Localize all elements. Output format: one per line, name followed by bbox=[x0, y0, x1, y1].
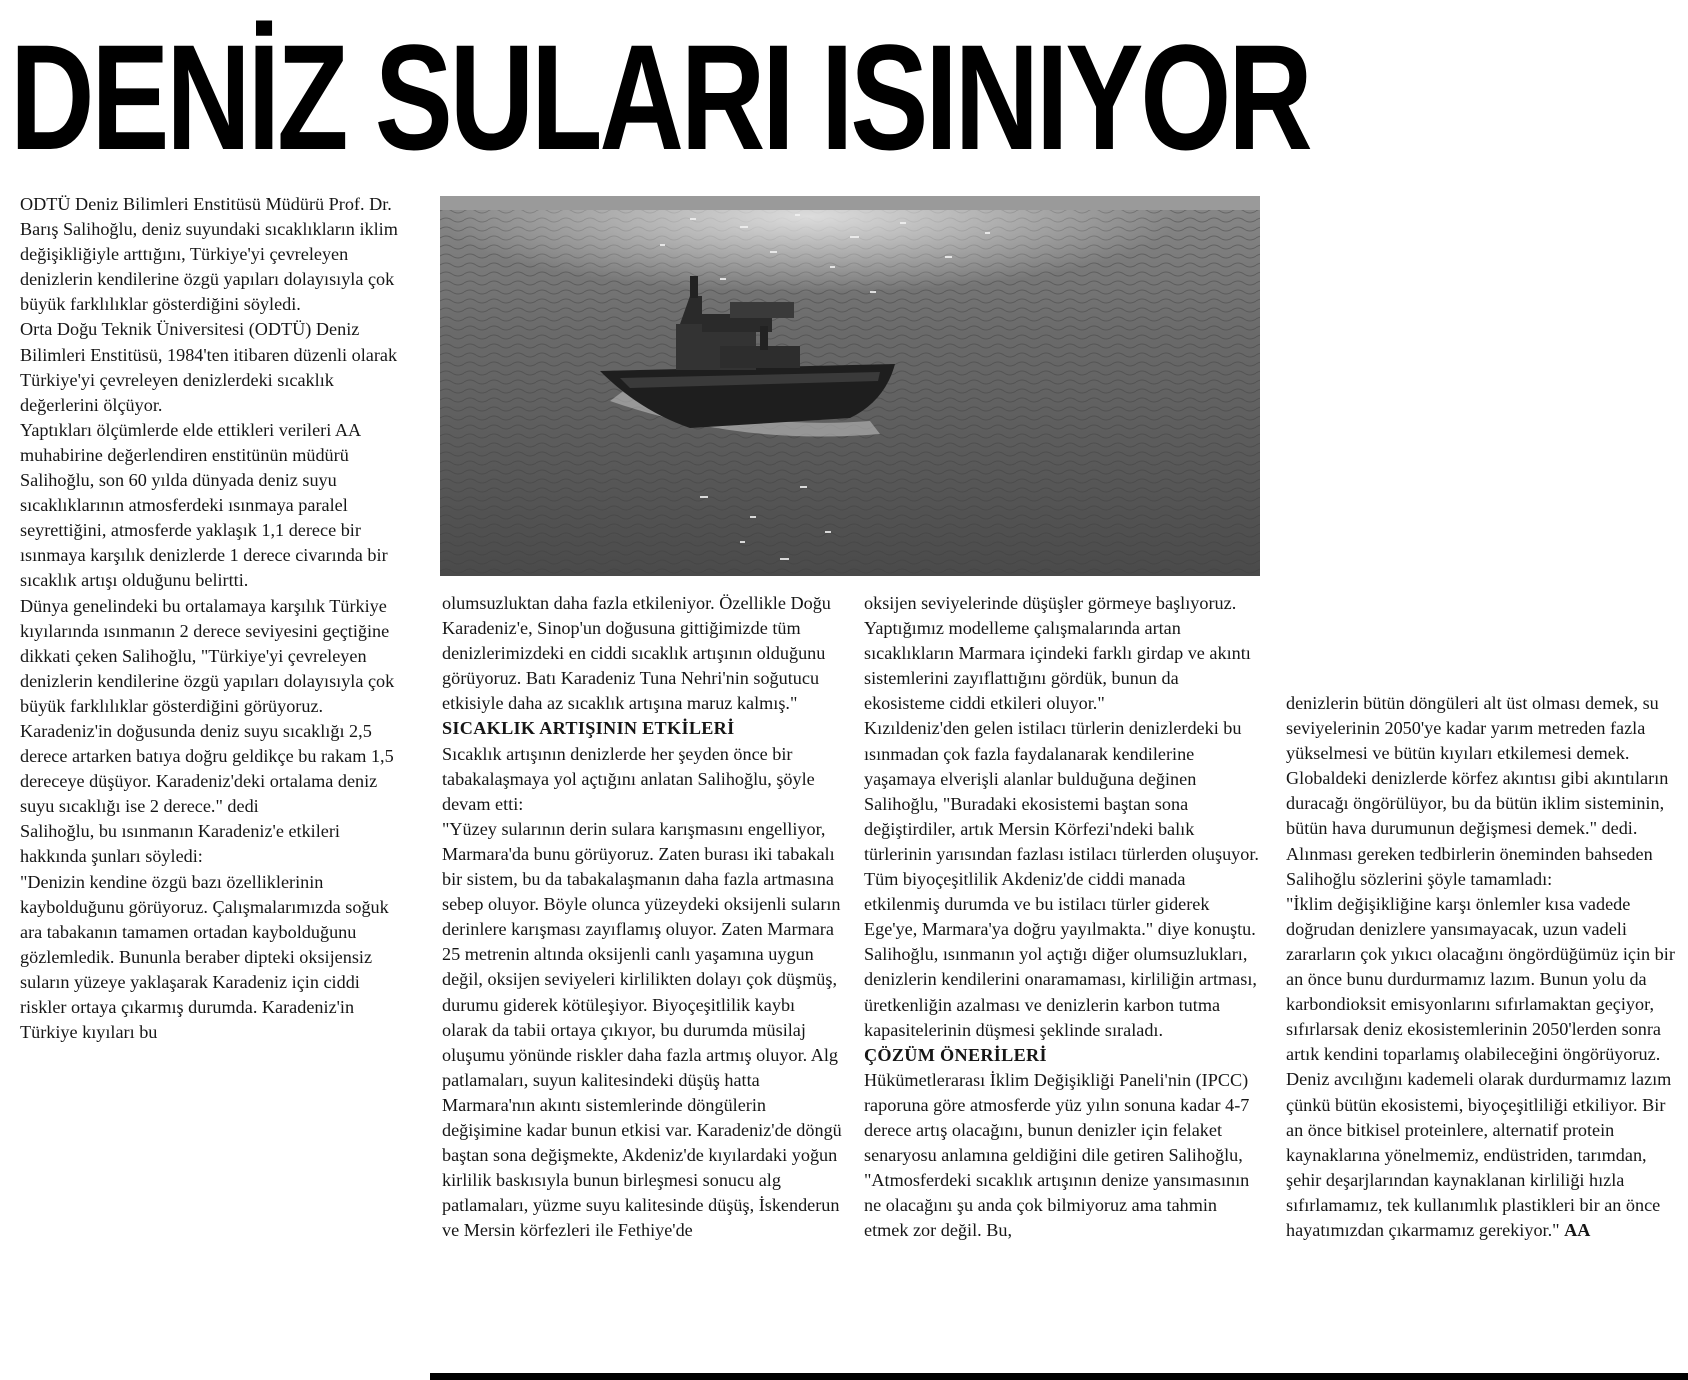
article-column-1 bbox=[20, 192, 410, 1045]
article-paragraph: Orta Doğu Teknik Üniversitesi (ODTÜ) Deniz Bilimleri Enstitüsü, 1984'ten itibaren düzenli olarak Türkiye'yi çevreleyen denizlerdeki sıcaklık değerlerini ölçüyor. bbox=[20, 319, 398, 415]
article-paragraph: Alınması gereken tedbirlerin öneminden bahseden Salihoğlu sözlerini şöyle tamamladı: bbox=[1286, 843, 1653, 889]
article-column-3 bbox=[864, 591, 1264, 1243]
boat-at-sea-image bbox=[440, 196, 1260, 576]
agency-credit: AA bbox=[1564, 1219, 1591, 1240]
article-paragraph: "Yüzey sularının derin sulara karışmasını engelliyor, Marmara'da bunu görüyoruz. Zaten burası iki tabakalı bir sistem, bu da tabakalaşmanın daha fazla artmasına sebep oluyor. Böyle olunca yüzeydeki oksijenli suların derinlere karışması zayıflamış oluyor. Zaten Marmara 25 metrenin altında oksijenli canlı yaşamına uygun değil, oksijen seviyeleri kirlilikten dolayı çok düşmüş, durumu giderek kötüleşiyor. Biyoçeşitlilik kaybı olarak da tabii ortaya çıkıyor, bu durumda müsilaj oluşumu yönünde riskler daha fazla artmış oluyor. Alg patlamaları, suyun kalitesindeki düşüş hatta Marmara'nın akıntı sistemlerinde döngülerin değişimine kadar bunun etkisi var. Karadeniz'de döngü baştan sona değişmekte, Akdeniz'de kıyılardaki yoğun kirlilik baskısıyla bunun birleşmesi sonucu alg patlamaları, yüzme suyu kalitesinde düşüş, İskenderun ve Mersin körfezleri ile Fethiye'de bbox=[442, 818, 842, 1241]
article-paragraph: denizlerin bütün döngüleri alt üst olması demek, su seviyelerinin 2050'ye kadar yarım metreden fazla yükselmesi ve bütün kıyıları etkilemesi demek. Globaldeki denizlerde körfez akıntısı gibi akıntıların duracağı öngörülüyor, bu da bütün iklim sisteminin, bütün hava durumunun değişmesi demek." dedi. bbox=[1286, 693, 1669, 839]
article-paragraph bbox=[1286, 892, 1678, 1243]
article-paragraph: Yaptıkları ölçümlerde elde ettikleri verileri AA muhabirine değerlendiren enstitünün müdürü Salihoğlu, son 60 yılda dünyada deniz suyu sıcaklıklarının atmosferdeki ısınmaya paralel seyrettiğini, atmosferde yaklaşık 1,1 derece bir ısınmaya karşılık denizlerde 1 derece civarında bir sıcaklık artışı olduğunu belirtti. bbox=[20, 419, 388, 591]
article-paragraph: Salihoğlu, ısınmanın yol açtığı diğer olumsuzlukları, denizlerin kendilerini onaramaması, kirliliğin artması, üretkenliğin azalması ve denizlerin karbon tutma kapasitelerinin düşmesi şeklinde sıraladı. bbox=[864, 944, 1257, 1040]
article-paragraph: oksijen seviyelerinde düşüşler görmeye başlıyoruz. Yaptığımız modelleme çalışmalarında artan sıcaklıkların Marmara içindeki farklı girdap ve akıntı sistemlerini zayıflattığını gördük, bunun da ekosisteme ciddi etkileri oluyor." bbox=[864, 593, 1251, 714]
section-subheading: ÇÖZÜM ÖNERİLERİ bbox=[864, 1044, 1047, 1065]
article-paragraph: Kızıldeniz'den gelen istilacı türlerin denizlerdeki bu ısınmadan çok fazla faydalanarak kendilerine yaşamaya elverişli alanlar bulduğuna değinen Salihoğlu, "Buradaki ekosistemi baştan sona değiştirdiler, artık Mersin Körfezi'ndeki balık türlerinin yarısından fazlası istilacı türlerden oluşuyor. Tüm biyoçeşitlilik Akdeniz'de ciddi manada etkilenmiş durumda ve bu istilacı türler giderek Ege'ye, Marmara'ya doğru yayılmakta." diye konuştu. bbox=[864, 718, 1259, 940]
article-paragraph: Sıcaklık artışının denizlerde her şeyden önce bir tabakalaşmaya yol açtığını anlatan Salihoğlu, şöyle devam etti: bbox=[442, 743, 815, 814]
article-photo bbox=[440, 196, 1260, 576]
article-column-2 bbox=[442, 591, 842, 1243]
headline: DENİZ SULARI ISINIYOR bbox=[10, 13, 1310, 181]
article-paragraph: Hükümetlerarası İklim Değişikliği Paneli'nin (IPCC) raporuna göre atmosferde yüz yılın sonuna kadar 4-7 derece artış olacağını, bunun denizler için felaket senaryosu anlamına geldiğini dile getiren Salihoğlu, "Atmosferdeki sıcaklık artışının denize yansımasının ne olacağını şu anda çok bilmiyoruz ama tahmin etmek zor değil. Bu, bbox=[864, 1069, 1250, 1241]
article-column-4 bbox=[1286, 691, 1678, 1243]
article-paragraph: "Denizin kendine özgü bazı özelliklerinin kaybolduğunu görüyoruz. Çalışmalarımızda soğuk ara tabakanın tamamen ortadan kaybolduğunu gözlemledik. Bununla beraber dipteki oksijensiz suların yüzeye yaklaşarak Karadeniz için ciddi riskler ortaya çıkarmış durumda. Karadeniz'in Türkiye kıyıları bu bbox=[20, 871, 389, 1043]
article-paragraph: olumsuzluktan daha fazla etkileniyor. Özellikle Doğu Karadeniz'e, Sinop'un doğusuna gittiğimizde tüm denizlerimizdeki en ciddi sıcaklık artışının olduğunu görüyoruz. Batı Karadeniz Tuna Nehri'nin soğutucu etkisiyle daha az sıcaklık artışına maruz kalmış." bbox=[442, 593, 831, 714]
article-paragraph: ODTÜ Deniz Bilimleri Enstitüsü Müdürü Prof. Dr. Barış Salihoğlu, deniz suyundaki sıcaklıkların iklim değişikliğiyle arttığını, Türkiye'yi çevreleyen denizlerin kendilerine özgü yapıları dolayısıyla çok büyük farklılıklar gösterdiğini söyledi. bbox=[20, 194, 398, 315]
article-paragraph: Salihoğlu, bu ısınmanın Karadeniz'e etkileri hakkında şunları söyledi: bbox=[20, 821, 340, 867]
bottom-rule bbox=[430, 1373, 1688, 1380]
article-paragraph: Dünya genelindeki bu ortalamaya karşılık Türkiye kıyılarında ısınmanın 2 derece seviyesini geçtiğine dikkati çeken Salihoğlu, "Türkiye'yi çevreleyen denizlerin kendilerine özgü yapıları dolayısıyla çok büyük farklılıklar gösterdiğini görüyoruz. Karadeniz'in doğusunda deniz suyu sıcaklığı 2,5 derece artarken batıya doğru geldikçe bu rakam 1,5 dereceye düşüyor. Karadeniz'deki ortalama deniz suyu sıcaklığı ise 2 derece." dedi bbox=[20, 595, 395, 817]
article-paragraph-text: "İklim değişikliğine karşı önlemler kısa vadede doğrudan denizlere yansımayacak, uzun vadeli zararların çok yıkıcı olacağını öngördüğümüz için bir an önce bunu durdurmamız lazım. Bunun yolu da karbondioksit emisyonlarını sıfırlamaktan geçiyor, sıfırlarsak deniz ekosistemlerinin 2050'lerden sonra artık kendini toparlamış olabileceğini öngörüyoruz. Deniz avcılığını kademeli olarak durdurmamız lazım çünkü bütün ekosistemi, biyoçeşitliliği etkiliyor. Bir an önce bitkisel proteinlere, alternatif protein kaynaklarına yönelmemiz, endüstriden, tarımdan, şehir deşarjlarından kaynaklanan kirliliği hızla sıfırlamamız, tek kullanımlık plastikleri bir an önce hayatımızdan çıkarmamız gerekiyor." bbox=[1286, 893, 1675, 1240]
section-subheading: SICAKLIK ARTIŞININ ETKİLERİ bbox=[442, 718, 735, 739]
